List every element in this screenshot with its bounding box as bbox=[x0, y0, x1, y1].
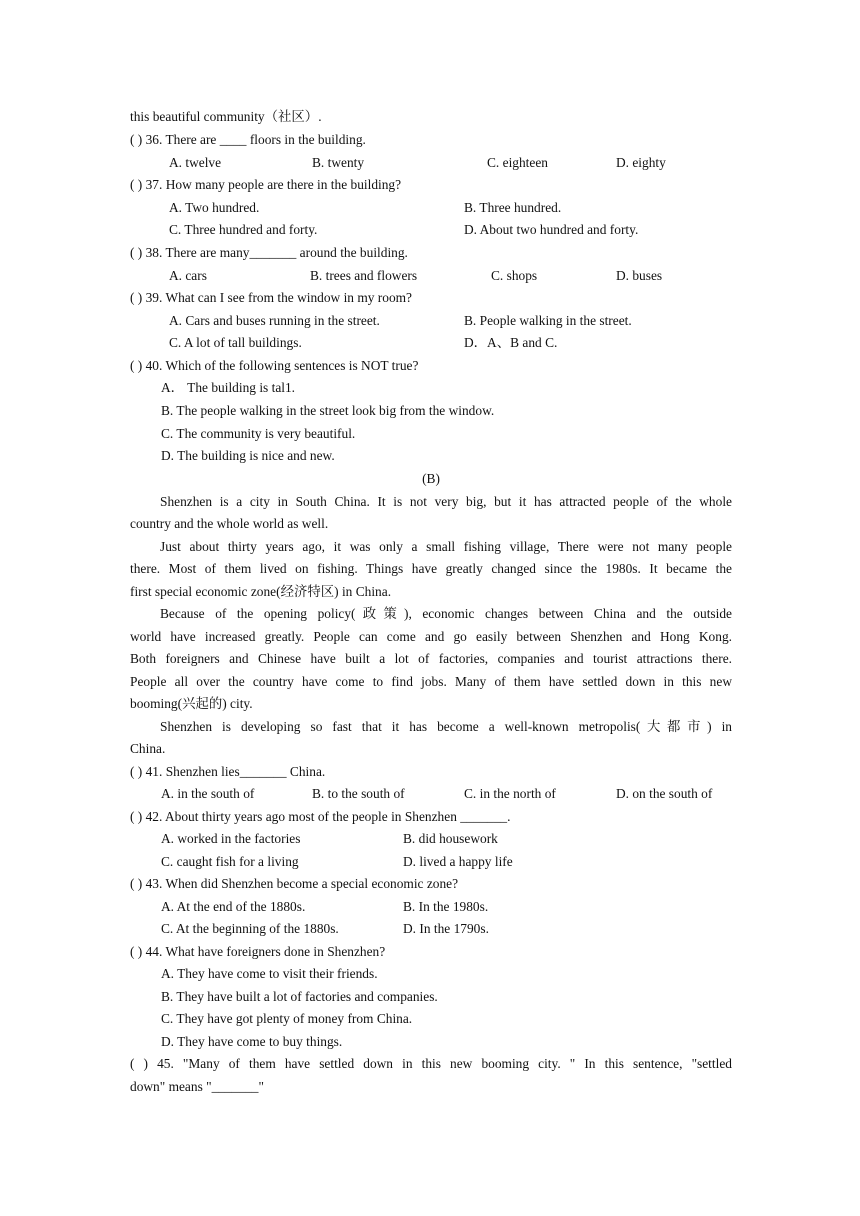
question-36-option-d: D. eighty bbox=[616, 155, 666, 170]
question-41-option-a: A. in the south of bbox=[161, 786, 255, 801]
question-41-stem: ( ) 41. Shenzhen lies_______ China. bbox=[130, 764, 326, 779]
question-41-option-b: B. to the south of bbox=[312, 786, 405, 801]
section-b-heading: (B) bbox=[422, 471, 440, 486]
question-39-option-d: D．A、B and C. bbox=[464, 335, 558, 350]
question-37-option-d: D. About two hundred and forty. bbox=[464, 222, 639, 237]
question-39-option-a: A. Cars and buses running in the street. bbox=[169, 313, 380, 328]
question-36-stem: ( ) 36. There are ____ floors in the building. bbox=[130, 132, 366, 147]
question-37-option-b: B. Three hundred. bbox=[464, 200, 562, 215]
question-36-option-a: A. twelve bbox=[169, 155, 222, 170]
intro-tail: this beautiful community（社区）. bbox=[130, 109, 322, 124]
question-36-option-c: C. eighteen bbox=[487, 155, 548, 170]
question-43-option-b: B. In the 1980s. bbox=[403, 899, 489, 914]
question-43-option-d: D. In the 1790s. bbox=[403, 921, 489, 936]
question-38-option-d: D. buses bbox=[616, 268, 663, 283]
question-44-option-b: B. They have built a lot of factories and companies. bbox=[161, 989, 438, 1004]
question-42-option-d: D. lived a happy life bbox=[403, 854, 513, 869]
passage-p3-line1: Because of the opening policy(政策), economic changes between China and the outside bbox=[160, 606, 732, 621]
question-37-option-a: A. Two hundred. bbox=[169, 200, 260, 215]
question-42-option-a: A. worked in the factories bbox=[161, 831, 301, 846]
question-40-stem: ( ) 40. Which of the following sentences is NOT true? bbox=[130, 358, 419, 373]
question-38-option-a: A. cars bbox=[169, 268, 207, 283]
passage-p4-line2: China. bbox=[130, 741, 166, 756]
question-43-option-a: A. At the end of the 1880s. bbox=[161, 899, 306, 914]
question-39-stem: ( ) 39. What can I see from the window in my room? bbox=[130, 290, 412, 305]
question-39-option-c: C. A lot of tall buildings. bbox=[169, 335, 302, 350]
question-37-stem: ( ) 37. How many people are there in the building? bbox=[130, 177, 402, 192]
question-43-stem: ( ) 43. When did Shenzhen become a special economic zone? bbox=[130, 876, 459, 891]
question-40-option-b: B. The people walking in the street look big from the window. bbox=[161, 403, 495, 418]
question-44-option-c: C. They have got plenty of money from China. bbox=[161, 1011, 413, 1026]
passage-p4-line1: Shenzhen is developing so fast that it has become a well-known metropolis(大都市) in bbox=[160, 719, 732, 734]
question-44-stem: ( ) 44. What have foreigners done in Shenzhen? bbox=[130, 944, 386, 959]
question-42-option-b: B. did housework bbox=[403, 831, 498, 846]
question-38-stem: ( ) 38. There are many_______ around the building. bbox=[130, 245, 408, 260]
question-41-option-d: D. on the south of bbox=[616, 786, 713, 801]
question-42-option-c: C. caught fish for a living bbox=[161, 854, 299, 869]
question-40-option-d: D. The building is nice and new. bbox=[161, 448, 335, 463]
question-45-stem-line1: ( ) 45. "Many of them have settled down in this new booming city. " In this sentence, "settled bbox=[130, 1056, 732, 1071]
passage-p2-line1: Just about thirty years ago, it was only a small fishing village, There were not many people bbox=[160, 539, 732, 554]
question-39-option-b: B. People walking in the street. bbox=[464, 313, 632, 328]
question-41-option-c: C. in the north of bbox=[464, 786, 556, 801]
passage-p3-line2: world have increased greatly. People can come and go easily between Shenzhen and Hong Kong. bbox=[130, 629, 732, 644]
question-42-stem: ( ) 42. About thirty years ago most of the people in Shenzhen _______. bbox=[130, 809, 511, 824]
question-37-option-c: C. Three hundred and forty. bbox=[169, 222, 318, 237]
passage-p2-line2: there. Most of them lived on fishing. Things have greatly changed since the 1980s. It became the bbox=[130, 561, 732, 576]
question-45-stem-line2: down" means "_______" bbox=[130, 1079, 264, 1094]
question-38-option-b: B. trees and flowers bbox=[310, 268, 418, 283]
passage-p3-line3: Both foreigners and Chinese have built a lot of factories, companies and tourist attractions there. bbox=[130, 651, 732, 666]
passage-p1-line2: country and the whole world as well. bbox=[130, 516, 329, 531]
question-44-option-d: D. They have come to buy things. bbox=[161, 1034, 343, 1049]
passage-p3-line4: People all over the country have come to find jobs. Many of them have settled down in this new bbox=[130, 674, 732, 689]
passage-p1-line1: Shenzhen is a city in South China. It is not very big, but it has attracted people of the whole bbox=[160, 494, 732, 509]
question-43-option-c: C. At the beginning of the 1880s. bbox=[161, 921, 339, 936]
question-38-option-c: C. shops bbox=[491, 268, 538, 283]
question-44-option-a: A. They have come to visit their friends. bbox=[161, 966, 378, 981]
question-40-option-a: A． The building is tal1. bbox=[161, 380, 296, 395]
passage-p3-line5: booming(兴起的) city. bbox=[130, 696, 253, 711]
question-40-option-c: C. The community is very beautiful. bbox=[161, 426, 356, 441]
passage-p2-line3: first special economic zone(经济特区) in China. bbox=[130, 584, 392, 599]
question-36-option-b: B. twenty bbox=[312, 155, 365, 170]
